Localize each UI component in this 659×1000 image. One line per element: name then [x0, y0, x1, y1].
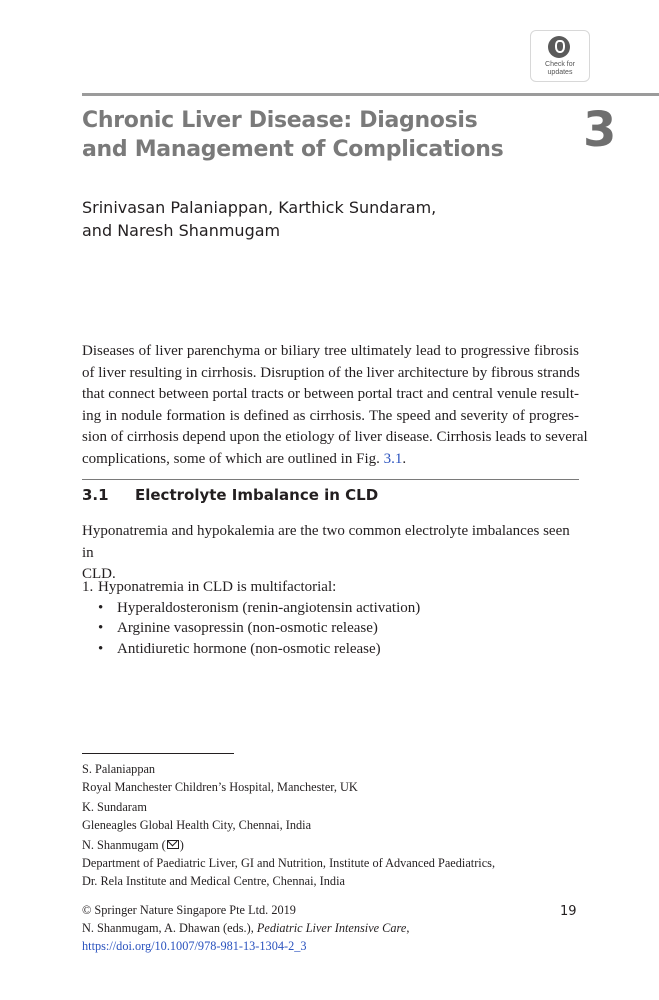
chapter-authors: [82, 196, 502, 242]
authors-line2: and Naresh Shanmugam: [82, 221, 281, 240]
author3-name-prefix: N. Shanmugam (: [82, 838, 166, 852]
envelope-icon[interactable]: [167, 840, 179, 849]
copyright-block: [82, 901, 552, 955]
book-title: Pediatric Liver Intensive Care: [256, 921, 407, 935]
badge-line1: Check for: [545, 61, 575, 68]
footnote-author3-affiliation-line1: Department of Paediatric Liver, GI and Nutrition, Institute of Advanced Paediatrics,: [82, 856, 496, 870]
abstract-last-prefix: complications, some of which are outlined in Fig.: [82, 450, 384, 467]
citation-editors: N. Shanmugam, A. Dhawan (eds.),: [82, 921, 257, 935]
authors-line1: Srinivasan Palaniappan, Karthick Sundaram,: [82, 198, 437, 217]
list-item-text: Hyponatremia in CLD is multifactorial:: [98, 579, 337, 595]
bullet-icon: •: [98, 640, 104, 657]
abstract-line: Diseases of liver parenchyma or biliary tree ultimately lead to progressive fibrosis: [82, 343, 579, 359]
section-title: Electrolyte Imbalance in CLD: [135, 486, 379, 504]
copyright-line: © Springer Nature Singapore Pte Ltd. 2019: [82, 903, 296, 917]
book-citation: [82, 919, 552, 937]
crossmark-icon: [548, 36, 570, 58]
footnote-author1-affiliation: Royal Manchester Children’s Hospital, Manchester, UK: [82, 780, 358, 794]
section-paragraph: [82, 521, 579, 586]
bullet-icon: •: [98, 599, 104, 616]
chapter-number: 3: [583, 102, 617, 158]
footnote-author1-name: S. Palaniappan: [82, 762, 156, 776]
abstract-line: ing in nodule formation is defined as cirrhosis. The speed and severity of progres-: [82, 407, 579, 424]
chapter-title-line2: and Management of Complications: [82, 137, 504, 162]
section-rule: [82, 479, 579, 480]
bullet-text: Antidiuretic hormone (non-osmotic release): [117, 640, 381, 657]
footnote-rule: [82, 753, 234, 754]
bullet-text: Arginine vasopressin (non-osmotic release): [117, 620, 378, 636]
abstract-last-line: [82, 449, 579, 471]
abstract-paragraph: [82, 341, 588, 470]
bullet-icon: •: [98, 620, 104, 636]
footnote-author2-name: K. Sundaram: [82, 800, 147, 814]
footnote-author2-affiliation: Gleneagles Global Health City, Chennai, India: [82, 818, 312, 832]
doi-link[interactable]: https://doi.org/10.1007/978-981-13-1304-2_3: [82, 939, 307, 953]
chapter-title: [82, 106, 522, 164]
section-paragraph-line1: Hyponatremia and hypokalemia are the two common electrolyte imbalances seen in: [82, 523, 570, 561]
list-item-number: 1.: [82, 579, 94, 595]
author3-name-suffix: ): [179, 838, 184, 852]
badge-line2: updates: [547, 69, 573, 76]
check-for-updates-badge[interactable]: [530, 30, 590, 82]
section-number: 3.1: [82, 486, 109, 504]
abstract-line: that connect between portal tracts or between portal tract and central venule result-: [82, 386, 579, 402]
abstract-line: of liver resulting in cirrhosis. Disruption of the liver architecture by fibrous strands: [82, 364, 580, 381]
bullet-text: Hyperaldosteronism (renin-angiotensin activation): [117, 599, 421, 616]
section-paragraph-line2: CLD.: [82, 566, 116, 582]
abstract-line: sion of cirrhosis depend upon the etiology of liver disease. Cirrhosis leads to several: [82, 429, 588, 445]
footnote-author3-name: [82, 836, 184, 854]
abstract-last-suffix: .: [402, 450, 407, 467]
footnote-author3-affiliation-line2: Dr. Rela Institute and Medical Centre, Chennai, India: [82, 874, 345, 888]
figure-reference-link[interactable]: 3.1: [383, 450, 403, 467]
chapter-top-rule: [82, 93, 659, 96]
citation-suffix: ,: [406, 921, 410, 935]
chapter-title-line1: Chronic Liver Disease: Diagnosis: [82, 108, 478, 133]
page-number: 19: [560, 904, 577, 919]
